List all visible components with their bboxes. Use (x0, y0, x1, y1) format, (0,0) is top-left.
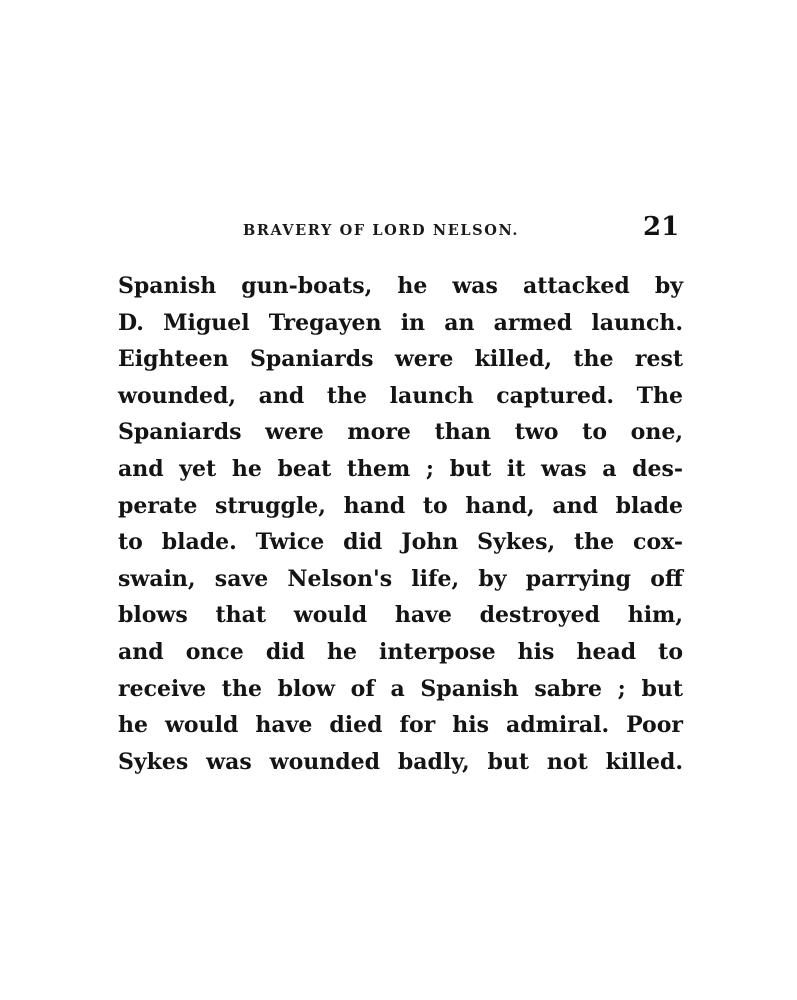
text-line: wounded, and the launch captured. The (118, 382, 683, 409)
text-line: receive the blow of a Spanish sabre ; but (118, 675, 683, 702)
text-line: Spaniards were more than two to one, (118, 419, 683, 446)
text-line: D. Miguel Tregayen in an armed launch. (118, 309, 683, 336)
text-line: he would have died for his admiral. Poor (118, 712, 683, 739)
text-line: and yet he beat them ; but it was a des- (118, 455, 683, 482)
text-line: Eighteen Spaniards were killed, the rest (118, 346, 683, 373)
running-head-title: BRAVERY OF LORD NELSON. (243, 222, 520, 239)
text-line: Sykes was wounded badly, but not killed. (118, 748, 683, 775)
text-line: blows that would have destroyed him, (118, 602, 683, 629)
text-line: perate struggle, hand to hand, and blade (118, 492, 683, 519)
body-paragraph (118, 268, 683, 780)
page-number: 21 (643, 212, 680, 242)
text-line: Spanish gun-boats, he was attacked by (118, 273, 683, 299)
text-line: swain, save Nelson's life, by parrying off (118, 565, 683, 592)
text-line: and once did he interpose his head to (118, 638, 683, 665)
text-line: to blade. Twice did John Sykes, the cox- (118, 529, 683, 556)
